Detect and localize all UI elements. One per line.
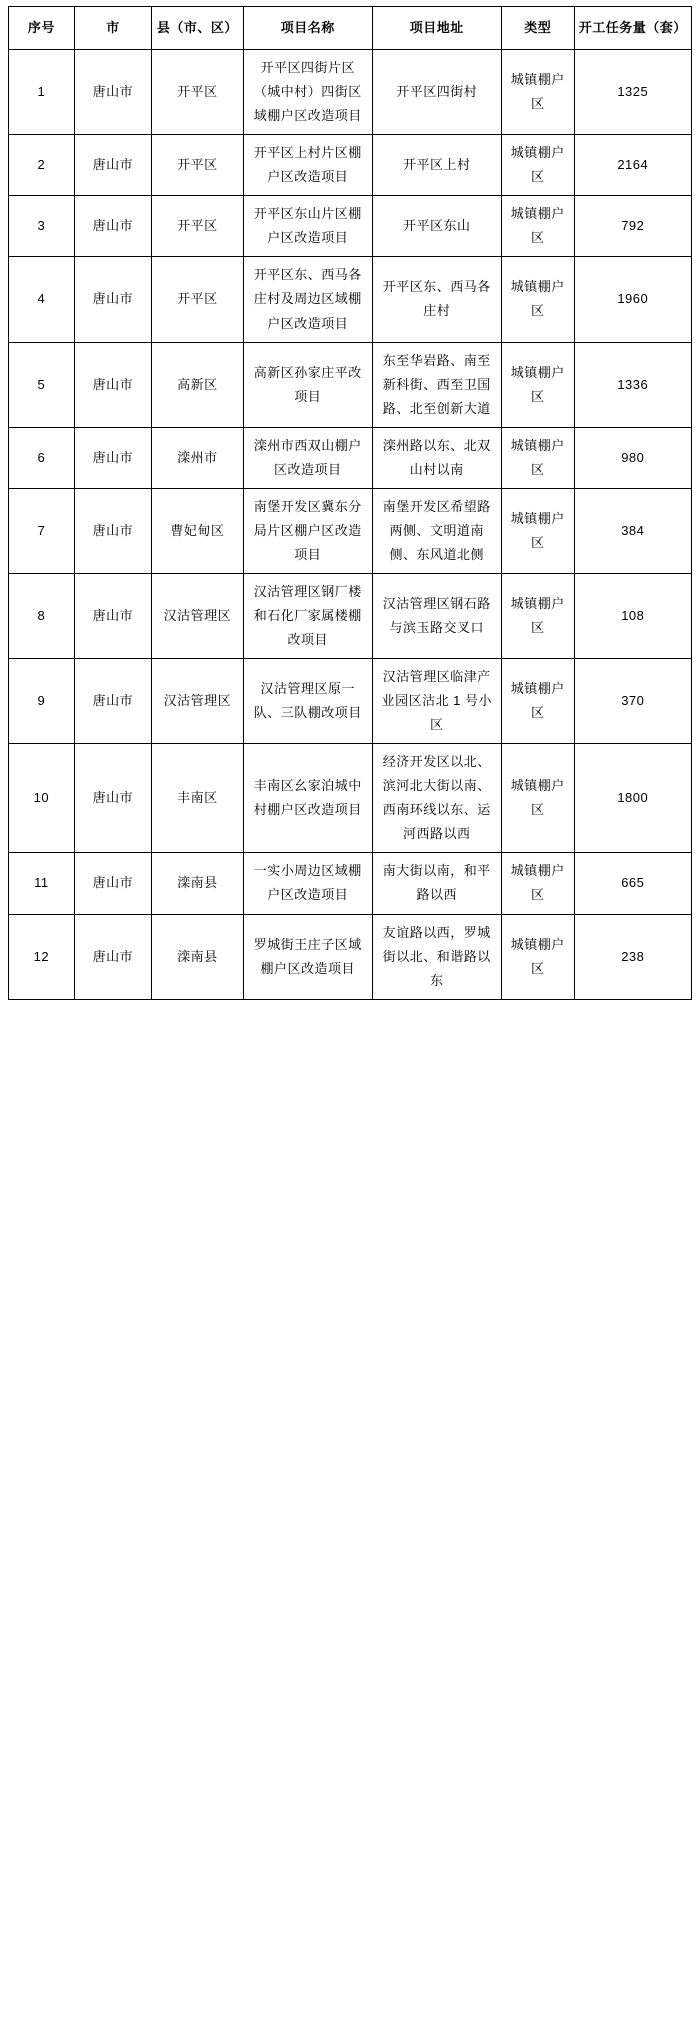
cell-city: 唐山市: [74, 257, 151, 342]
cell-amount: 384: [574, 488, 691, 573]
cell-project-address: 开平区东、西马各庄村: [372, 257, 501, 342]
cell-county: 开平区: [152, 257, 244, 342]
cell-index: 1: [9, 50, 75, 135]
cell-project-name: 一实小周边区域棚户区改造项目: [243, 853, 372, 914]
cell-amount: 980: [574, 427, 691, 488]
cell-type: 城镇棚户区: [501, 135, 574, 196]
cell-project-name: 罗城街王庄子区域棚户区改造项目: [243, 914, 372, 999]
cell-index: 3: [9, 196, 75, 257]
cell-city: 唐山市: [74, 914, 151, 999]
table-header-row: [9, 7, 692, 50]
cell-index: 10: [9, 744, 75, 853]
cell-index: 7: [9, 488, 75, 573]
cell-project-name: 丰南区幺家泊城中村棚户区改造项目: [243, 744, 372, 853]
cell-amount: 238: [574, 914, 691, 999]
column-header-type: 类型: [501, 7, 574, 50]
cell-project-address: 南堡开发区希望路两侧、文明道南侧、东风道北侧: [372, 488, 501, 573]
cell-index: 4: [9, 257, 75, 342]
cell-type: 城镇棚户区: [501, 914, 574, 999]
cell-project-name: 开平区东山片区棚户区改造项目: [243, 196, 372, 257]
cell-county: 曹妃甸区: [152, 488, 244, 573]
table-row: [9, 257, 692, 342]
cell-type: 城镇棚户区: [501, 427, 574, 488]
cell-city: 唐山市: [74, 135, 151, 196]
cell-city: 唐山市: [74, 50, 151, 135]
column-header-project-name: 项目名称: [243, 7, 372, 50]
cell-project-address: 开平区东山: [372, 196, 501, 257]
cell-city: 唐山市: [74, 196, 151, 257]
cell-county: 开平区: [152, 50, 244, 135]
column-header-amount: 开工任务量（套）: [574, 7, 691, 50]
cell-amount: 665: [574, 853, 691, 914]
cell-project-address: 汉沽管理区钢石路与滨玉路交叉口: [372, 573, 501, 658]
table-row: [9, 573, 692, 658]
cell-index: 9: [9, 659, 75, 744]
cell-index: 6: [9, 427, 75, 488]
cell-type: 城镇棚户区: [501, 488, 574, 573]
cell-project-name: 高新区孙家庄平改项目: [243, 342, 372, 427]
cell-county: 滦南县: [152, 914, 244, 999]
cell-type: 城镇棚户区: [501, 853, 574, 914]
table-row: [9, 427, 692, 488]
cell-type: 城镇棚户区: [501, 196, 574, 257]
cell-project-name: 滦州市西双山棚户区改造项目: [243, 427, 372, 488]
column-header-project-address: 项目地址: [372, 7, 501, 50]
table-row: [9, 744, 692, 853]
cell-amount: 370: [574, 659, 691, 744]
table-row: [9, 135, 692, 196]
column-header-county: 县（市、区）: [152, 7, 244, 50]
cell-amount: 1325: [574, 50, 691, 135]
cell-project-name: 汉沽管理区钢厂楼和石化厂家属楼棚改项目: [243, 573, 372, 658]
cell-county: 开平区: [152, 135, 244, 196]
cell-city: 唐山市: [74, 573, 151, 658]
cell-index: 11: [9, 853, 75, 914]
cell-county: 滦南县: [152, 853, 244, 914]
cell-city: 唐山市: [74, 488, 151, 573]
cell-project-name: 开平区上村片区棚户区改造项目: [243, 135, 372, 196]
table-row: [9, 50, 692, 135]
cell-index: 12: [9, 914, 75, 999]
cell-city: 唐山市: [74, 744, 151, 853]
cell-type: 城镇棚户区: [501, 744, 574, 853]
cell-project-address: 经济开发区以北、滨河北大街以南、西南环线以东、运河西路以西: [372, 744, 501, 853]
table-header: [9, 7, 692, 50]
column-header-city: 市: [74, 7, 151, 50]
cell-amount: 108: [574, 573, 691, 658]
cell-type: 城镇棚户区: [501, 257, 574, 342]
cell-county: 汉沽管理区: [152, 659, 244, 744]
cell-project-address: 友谊路以西，罗城街以北、和谐路以东: [372, 914, 501, 999]
cell-type: 城镇棚户区: [501, 50, 574, 135]
cell-amount: 1336: [574, 342, 691, 427]
cell-project-address: 南大街以南，和平路以西: [372, 853, 501, 914]
table-row: [9, 342, 692, 427]
cell-city: 唐山市: [74, 659, 151, 744]
cell-project-address: 滦州路以东、北双山村以南: [372, 427, 501, 488]
table-row: [9, 853, 692, 914]
cell-city: 唐山市: [74, 342, 151, 427]
cell-amount: 792: [574, 196, 691, 257]
cell-type: 城镇棚户区: [501, 573, 574, 658]
table-row: [9, 914, 692, 999]
table-body: [9, 50, 692, 1000]
cell-project-name: 汉沽管理区原一队、三队棚改项目: [243, 659, 372, 744]
cell-county: 开平区: [152, 196, 244, 257]
document-page: [0, 0, 700, 1008]
cell-project-name: 开平区四街片区（城中村）四街区域棚户区改造项目: [243, 50, 372, 135]
cell-city: 唐山市: [74, 427, 151, 488]
table-row: [9, 659, 692, 744]
cell-county: 滦州市: [152, 427, 244, 488]
cell-city: 唐山市: [74, 853, 151, 914]
cell-county: 丰南区: [152, 744, 244, 853]
cell-project-name: 开平区东、西马各庄村及周边区域棚户区改造项目: [243, 257, 372, 342]
table-row: [9, 196, 692, 257]
column-header-index: 序号: [9, 7, 75, 50]
cell-project-address: 东至华岩路、南至新科街、西至卫国路、北至创新大道: [372, 342, 501, 427]
cell-amount: 2164: [574, 135, 691, 196]
cell-index: 2: [9, 135, 75, 196]
cell-project-address: 汉沽管理区临津产业园区沽北 1 号小区: [372, 659, 501, 744]
cell-county: 高新区: [152, 342, 244, 427]
cell-type: 城镇棚户区: [501, 659, 574, 744]
cell-project-name: 南堡开发区冀东分局片区棚户区改造项目: [243, 488, 372, 573]
cell-project-address: 开平区上村: [372, 135, 501, 196]
cell-project-address: 开平区四街村: [372, 50, 501, 135]
cell-amount: 1800: [574, 744, 691, 853]
cell-index: 5: [9, 342, 75, 427]
table-row: [9, 488, 692, 573]
cell-type: 城镇棚户区: [501, 342, 574, 427]
cell-amount: 1960: [574, 257, 691, 342]
cell-county: 汉沽管理区: [152, 573, 244, 658]
cell-index: 8: [9, 573, 75, 658]
project-table: [8, 6, 692, 1000]
